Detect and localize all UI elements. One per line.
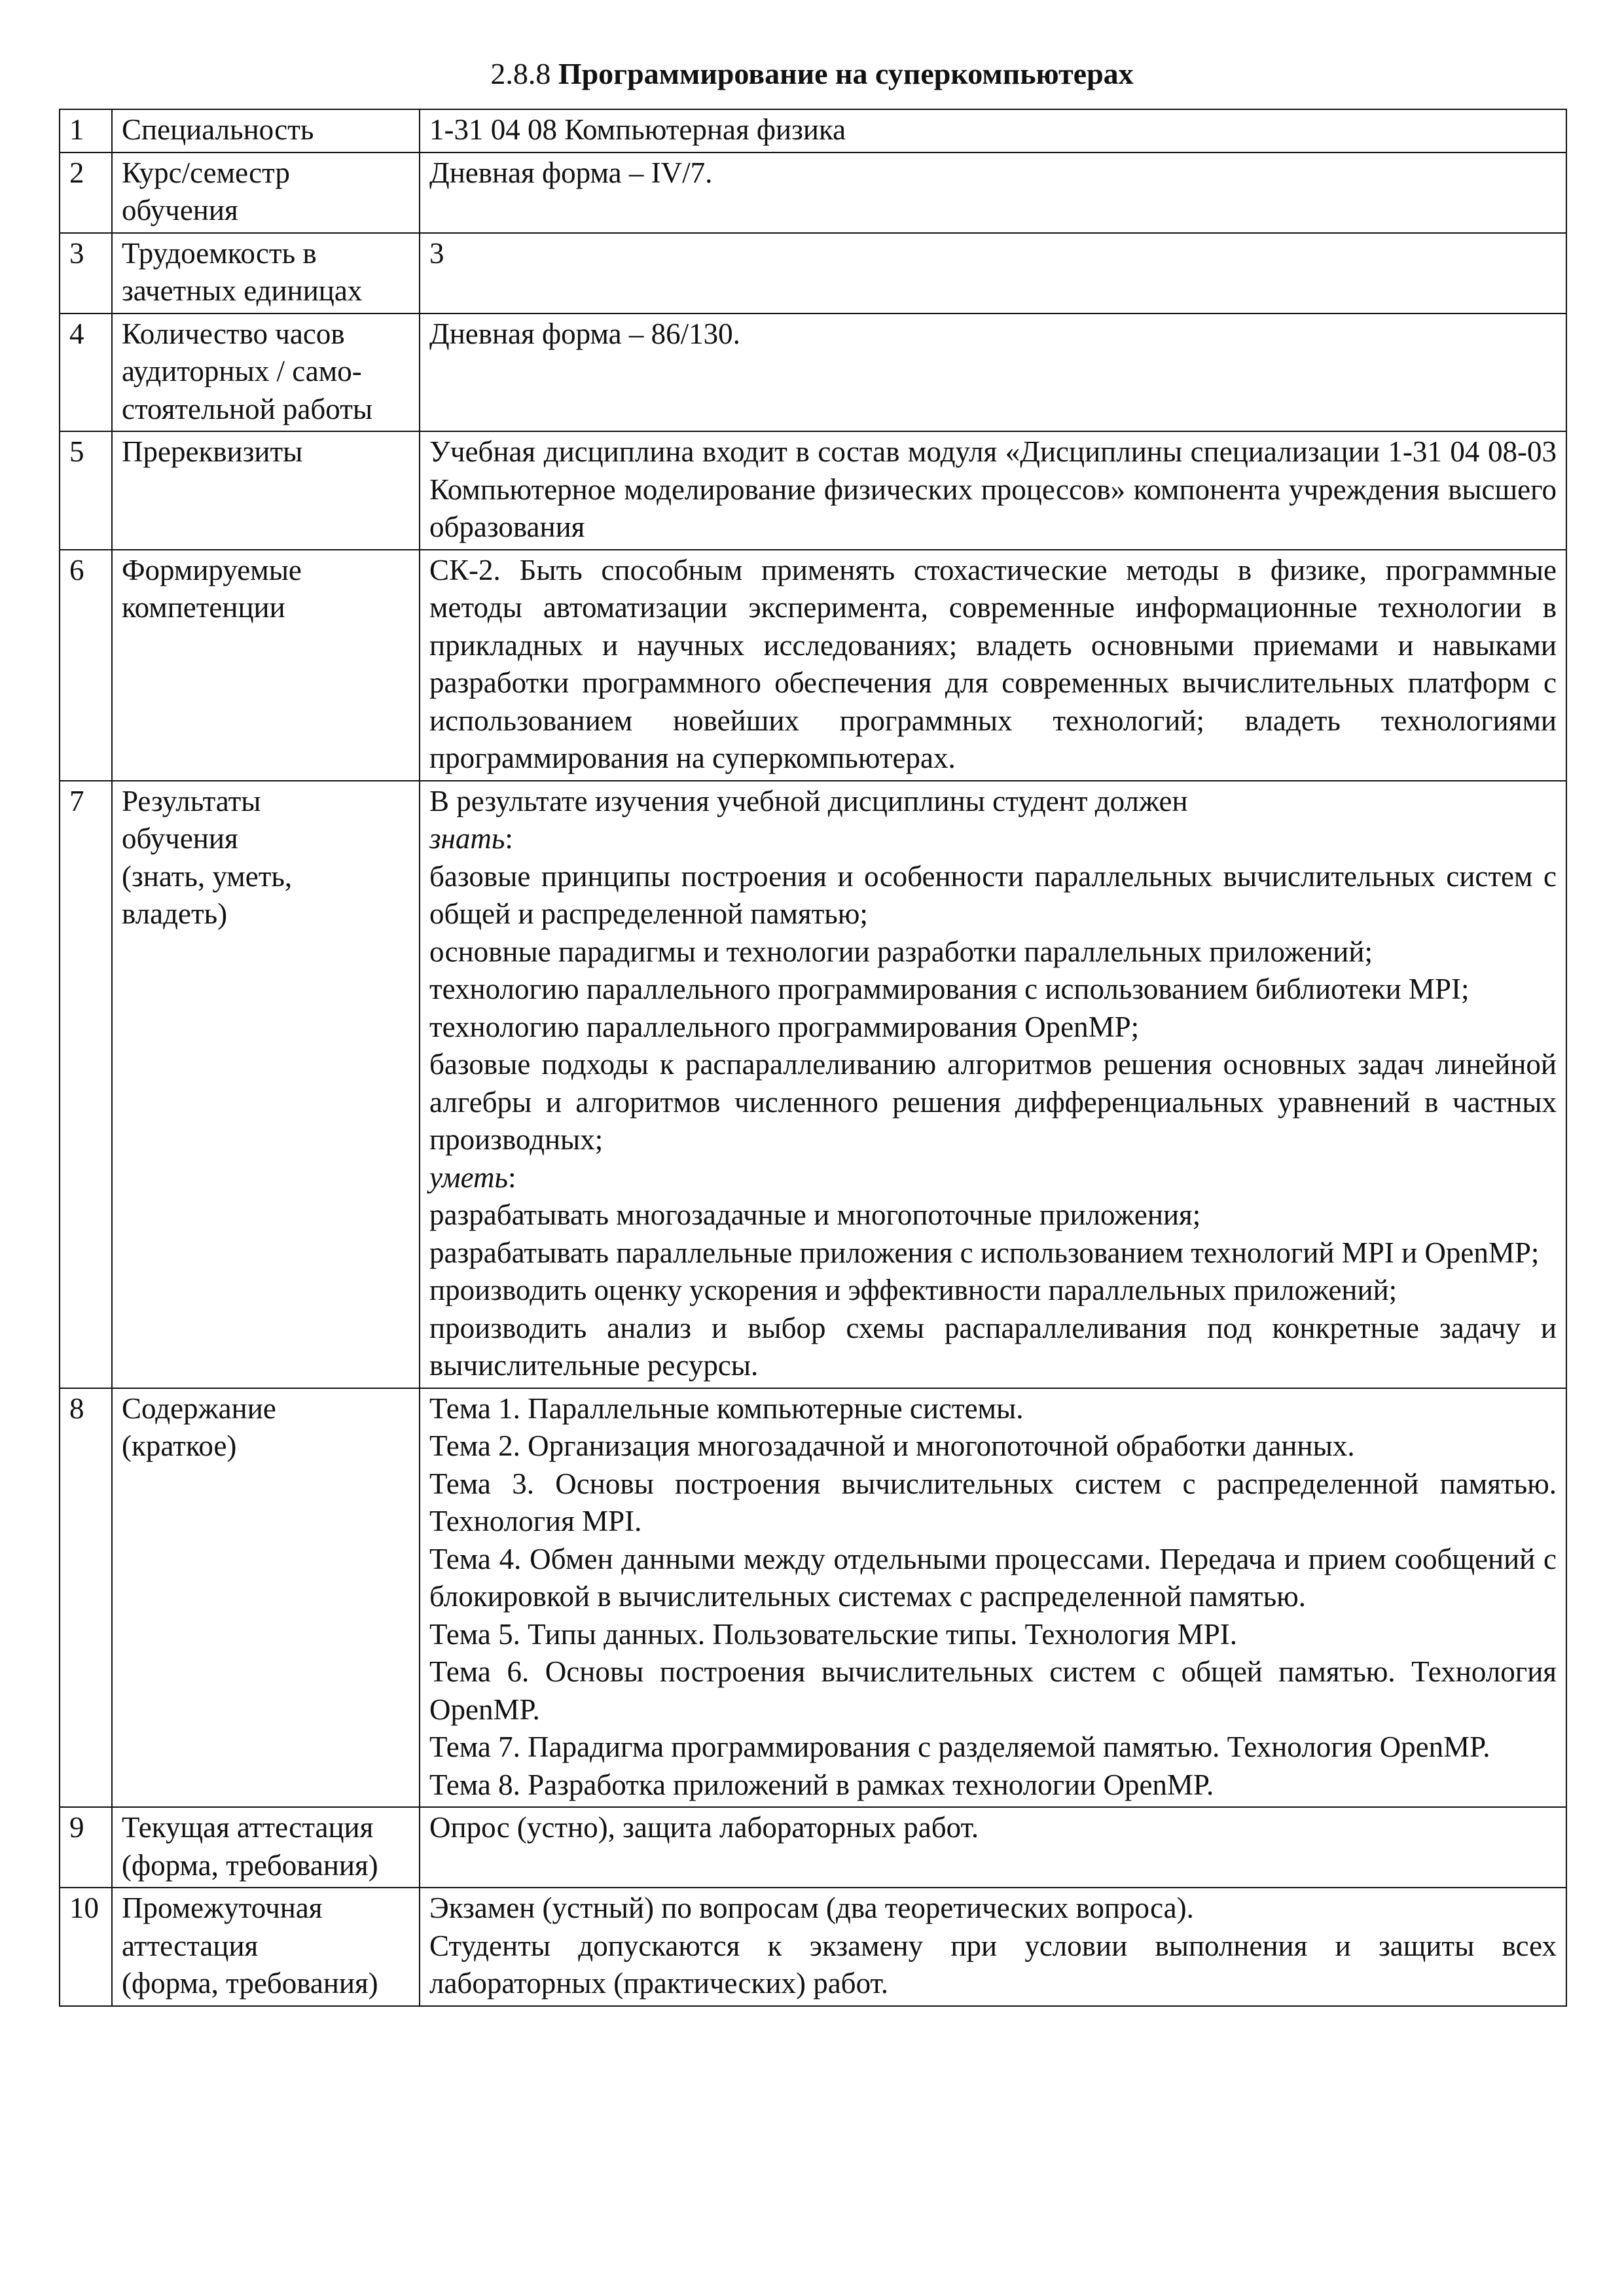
row-label	[112, 314, 420, 432]
topic-item: Тема 2. Организация многозадачной и многопоточной обработки данных.	[429, 1429, 1355, 1462]
row-label-line: аттестация	[122, 1929, 259, 1962]
row-value-text: 1-31 04 08 Компьютерная физика	[429, 113, 846, 146]
row-number: 10	[60, 1888, 112, 2006]
table-row	[60, 1888, 1566, 2006]
know-item: основные парадигмы и технологии разработки параллельных приложений;	[429, 935, 1373, 968]
row-value	[420, 152, 1566, 233]
table-row	[60, 152, 1566, 233]
topic-item: Тема 6. Основы построения вычислительных систем с общей памятью. Технология OpenMP.	[429, 1655, 1557, 1726]
row-label-line: стоятельной работы	[122, 392, 373, 425]
row-number: 7	[60, 781, 112, 1388]
row-value-text: Экзамен (устный) по вопросам (два теоретических вопроса).	[429, 1892, 1194, 1924]
row-label-line: (краткое)	[122, 1429, 237, 1462]
row-number: 2	[60, 152, 112, 233]
row-label-line: (форма, требования)	[122, 1967, 378, 2000]
section-title: Программирование на суперкомпьютерах	[558, 57, 1134, 90]
discipline-table	[59, 109, 1567, 2007]
know-item: технологию параллельного программирования с использованием библиотеки MPI;	[429, 973, 1470, 1005]
can-heading: уметь:	[429, 1160, 516, 1194]
topic-item: Тема 8. Разработка приложений в рамках технологии OpenMP.	[429, 1768, 1214, 1801]
row-label-line: Пререквизиты	[122, 435, 303, 468]
row-value-text: Дневная форма – IV/7.	[429, 156, 713, 189]
row-value	[420, 1888, 1566, 2006]
outcomes-intro: В результате изучения учебной дисциплины студент должен	[429, 784, 1188, 817]
row-number: 3	[60, 233, 112, 314]
row-label	[112, 152, 420, 233]
row-label-line: зачетных единицах	[122, 274, 363, 307]
row-value	[420, 109, 1566, 152]
row-number: 6	[60, 550, 112, 781]
row-value	[420, 781, 1566, 1388]
row-value	[420, 550, 1566, 781]
topic-item: Тема 4. Обмен данными между отдельными процессами. Передача и прием сообщений с блокировкой в вычислительных системах с распределенной памятью.	[429, 1542, 1557, 1613]
row-value	[420, 1388, 1566, 1808]
table-row	[60, 233, 1566, 314]
topic-item: Тема 3. Основы построения вычислительных систем с распределенной памятью. Технология MPI.	[429, 1467, 1557, 1537]
row-label	[112, 1807, 420, 1888]
row-label	[112, 781, 420, 1388]
row-label-line: Трудоемкость в	[122, 236, 317, 270]
know-item: базовые подходы к распараллеливанию алгоритмов решения основных задач линейной алгебры и алгоритмов численного решения дифференциальных уравнений в частных производных;	[429, 1048, 1557, 1156]
row-value-text: Студенты допускаются к экзамену при условии выполнения и защиты всех лабораторных (практических) работ.	[429, 1929, 1557, 2000]
know-item: базовые принципы построения и особенности параллельных вычислительных систем с общей и распределенной памятью;	[429, 859, 1557, 930]
table-row	[60, 1388, 1566, 1808]
row-label-line: Количество часов	[122, 317, 345, 350]
table-row	[60, 550, 1566, 781]
section-number: 2.8.8	[490, 57, 551, 90]
row-value	[420, 431, 1566, 550]
row-number: 5	[60, 431, 112, 550]
row-number: 4	[60, 314, 112, 432]
table-row	[60, 1807, 1566, 1888]
can-item: производить оценку ускорения и эффективности параллельных приложений;	[429, 1274, 1398, 1306]
row-value	[420, 1807, 1566, 1888]
row-label-line: (форма, требования)	[122, 1848, 378, 1882]
table-row	[60, 314, 1566, 432]
table-row	[60, 781, 1566, 1388]
row-label-line: Результаты	[122, 784, 261, 817]
page-title	[0, 55, 1624, 93]
know-item: технологию параллельного программирования OpenMP;	[429, 1010, 1140, 1043]
row-label-line: Курс/семестр	[122, 156, 290, 189]
row-value-text: СК-2. Быть способным применять стохастические методы в физике, программные методы автоматизации эксперимента, современные информационные технологии в прикладных и научных исследованиях; владеть основными приемами и навыками разработки программного обеспечения для современных вычислительных платформ с использованием новейших программных технологий; владеть технологиями программирования на суперкомпьютерах.	[429, 553, 1557, 774]
row-label-line: компетенции	[122, 591, 285, 624]
topic-item: Тема 5. Типы данных. Пользовательские типы. Технология MPI.	[429, 1617, 1237, 1651]
row-number: 1	[60, 109, 112, 152]
row-label-line: Текущая аттестация	[122, 1811, 374, 1844]
row-value-text: Учебная дисциплина входит в состав модуля «Дисциплины специализации 1-31 04 08-03 Компьютерное моделирование физических процессов» компонента учреждения высшего образования	[429, 435, 1557, 543]
row-label-line: (знать, уметь,	[122, 859, 293, 893]
row-label	[112, 233, 420, 314]
row-value-text: Опрос (устно), защита лабораторных работ.	[429, 1811, 979, 1844]
row-label-line: обучения	[122, 194, 238, 226]
row-label-line: Формируемые	[122, 553, 302, 586]
row-label-line: Специальность	[122, 113, 314, 146]
row-label-line: Промежуточная	[122, 1892, 323, 1924]
row-label	[112, 1388, 420, 1808]
can-item: производить анализ и выбор схемы распараллеливания под конкретные задачу и вычислительные ресурсы.	[429, 1311, 1557, 1382]
row-label	[112, 1888, 420, 2006]
row-label-line: владеть)	[122, 897, 228, 930]
row-number: 8	[60, 1388, 112, 1808]
table-row	[60, 431, 1566, 550]
can-item: разрабатывать параллельные приложения с использованием технологий MPI и OpenMP;	[429, 1236, 1540, 1269]
row-label-line: аудиторных / само-	[122, 355, 362, 387]
row-number: 9	[60, 1807, 112, 1888]
row-label	[112, 550, 420, 781]
topic-item: Тема 1. Параллельные компьютерные системы.	[429, 1391, 1024, 1425]
row-label	[112, 109, 420, 152]
can-item: разрабатывать многозадачные и многопоточные приложения;	[429, 1198, 1201, 1231]
row-label-line: Содержание	[122, 1391, 276, 1425]
row-label-line: обучения	[122, 822, 238, 855]
row-label	[112, 431, 420, 550]
row-value	[420, 233, 1566, 314]
row-value	[420, 314, 1566, 432]
topic-item: Тема 7. Парадигма программирования с разделяемой памятью. Технология OpenMP.	[429, 1731, 1490, 1763]
row-value-text: Дневная форма – 86/130.	[429, 317, 740, 350]
know-heading: знать:	[429, 822, 513, 855]
row-value-text: 3	[429, 236, 444, 270]
table-row	[60, 109, 1566, 152]
